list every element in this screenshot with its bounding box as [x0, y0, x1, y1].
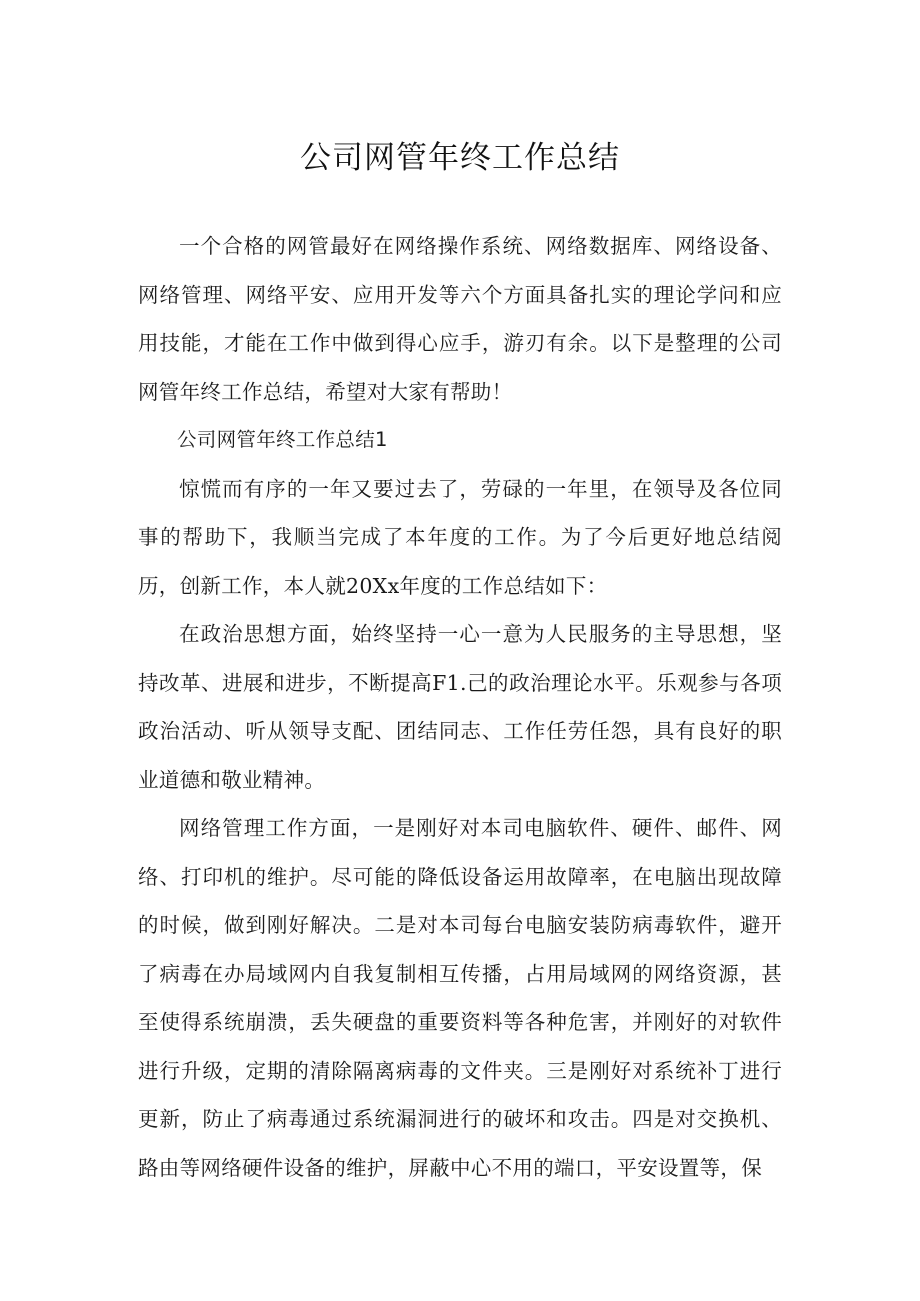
- document-title: 公司网管年终工作总结: [300, 140, 620, 176]
- body-paragraph: 网络管理工作方面，一是刚好对本司电脑软件、硬件、邮件、网络、打印机的维护。尽可能的降低设备运用故障率，在电脑出现故障的时候，做到刚好解决。二是对本司每台电脑安装防病毒软件，避开了病毒在办局域网内自我复制相互传播，占用局域网的网络资源，甚至使得系统崩溃，丢失硬盘的重要资料等各种危害，并刚好的对软件进行升级，定期的清除隔离病毒的文件夹。三是刚好对系统补丁进行更新，防止了病毒通过系统漏洞进行的破坏和攻击。四是对交换机、路由等网络硬件设备的维护，屏蔽中心不用的端口，平安设置等，保: [138, 816, 782, 1180]
- intro-paragraph: 一个合格的网管最好在网络操作系统、网络数据库、网络设备、网络管理、网络平安、应用开发等六个方面具备扎实的理论学问和应用技能，才能在工作中做到得心应手，游刃有余。以下是整理的公司网管年终工作总结，希望对大家有帮助！: [138, 234, 782, 404]
- body-paragraph: 惊慌而有序的一年又要过去了，劳碌的一年里，在领导及各位同事的帮助下，我顺当完成了本年度的工作。为了今后更好地总结阅历，创新工作，本人就20Xx年度的工作总结如下：: [138, 476, 782, 598]
- section-heading: 公司网管年终工作总结1: [177, 428, 388, 451]
- document-body: [138, 222, 782, 1192]
- body-paragraph: 在政治思想方面，始终坚持一心一意为人民服务的主导思想，坚持改革、进展和进步，不断提高F1.己的政治理论水平。乐观参与各项政治活动、听从领导支配、团结同志、工作任劳任怨，具有良好的职业道德和敬业精神。: [138, 622, 782, 792]
